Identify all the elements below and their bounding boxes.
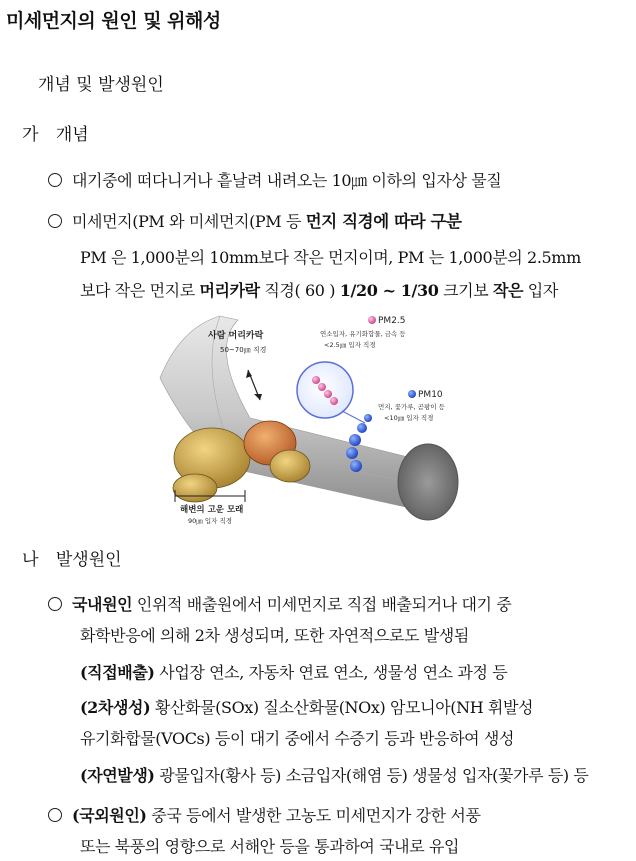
circle-bullet-icon xyxy=(48,214,62,228)
subsection-a-heading xyxy=(22,120,89,145)
secondary-generation-text: 황산화물(SOx) 질소산화물(NOx) 암모니아(NH 휘발성 xyxy=(150,698,534,717)
secondary-generation xyxy=(80,695,533,718)
pm10-size: <10㎛ 입자 직경 xyxy=(384,414,434,422)
subsection-b-title: 발생원인 xyxy=(55,550,122,570)
direct-emission-text: 사업장 연소, 자동차 연료 연소, 생물성 연소 과정 등 xyxy=(154,663,508,682)
pm25-label: PM2.5 xyxy=(378,316,406,326)
concept-bullet-1 xyxy=(48,168,501,191)
circle-bullet-icon xyxy=(48,173,62,187)
page-title: 미세먼지의 원인 및 위해성 xyxy=(6,10,221,32)
domestic-cause-bold: 국내원인 xyxy=(72,595,133,614)
concept-bullet-1-text: 대기중에 떠다니거나 흩날려 내려오는 10㎛ 이하의 입자상 물질 xyxy=(72,171,502,190)
domestic-cause xyxy=(48,592,511,615)
concept-line-4-mid2: 크기보 xyxy=(438,281,493,300)
particle-size-svg xyxy=(120,308,530,526)
concept-line-4-pre: 보다 작은 먼지로 xyxy=(80,281,200,300)
secondary-generation-bold: (2차생성) xyxy=(80,698,151,717)
subsection-a-title: 개념 xyxy=(55,125,89,145)
concept-line-4-bold3: 작은 xyxy=(492,281,524,300)
foreign-cause-bold: (국외원인) xyxy=(72,806,147,825)
natural-occurrence-bold: (자연발생) xyxy=(80,766,155,785)
concept-line-4 xyxy=(80,278,558,301)
circle-bullet-icon xyxy=(48,597,62,611)
particle-size-illustration xyxy=(120,308,530,526)
circle-bullet-icon xyxy=(48,808,62,822)
concept-line-4-bold1: 머리카락 xyxy=(199,281,260,300)
direct-emission xyxy=(80,660,507,683)
domestic-cause-text: 인위적 배출원에서 미세먼지로 직접 배출되거나 대기 중 xyxy=(132,595,512,614)
concept-line-4-end: 입자 xyxy=(523,281,558,300)
pm10-label: PM10 xyxy=(418,390,443,400)
domestic-cause-line-2: 화학반응에 의해 2차 생성되며, 또한 자연적으로도 발생됨 xyxy=(80,626,469,645)
concept-bullet-2-text: 미세먼지(PM 와 미세먼지(PM 등 xyxy=(72,212,306,231)
pm25-size: <2.5㎛ 입자 직경 xyxy=(324,341,376,349)
foreign-cause xyxy=(48,803,481,826)
sand-label: 해변의 고운 모래 xyxy=(180,505,244,515)
foreign-cause-line-2: 또는 북풍의 영향으로 서해안 등을 통과하여 국내로 유입 xyxy=(80,837,460,856)
secondary-generation-line-2: 유기화합물(VOCs) 등이 대기 중에서 수증기 등과 반응하여 생성 xyxy=(80,729,515,748)
direct-emission-bold: (직접배출) xyxy=(80,663,155,682)
concept-line-3: PM 은 1,000분의 10mm보다 작은 먼지이며, PM 는 1,000분의 2.5mm xyxy=(80,248,581,267)
concept-line-4-bold2: 1/20 ~ 1/30 xyxy=(339,281,439,300)
natural-occurrence xyxy=(80,763,588,786)
natural-occurrence-text: 광물입자(황사 등) 소금입자(해염 등) 생물성 입자(꽃가루 등) 등 xyxy=(154,766,589,785)
pm10-desc: 먼지, 꽃가루, 곰팡이 등 xyxy=(378,403,445,411)
hair-label: 사람 머리카락 xyxy=(208,331,264,341)
section-heading: 개념 및 발생원인 xyxy=(38,75,164,95)
hair-size-label: 50~70㎛ 직경 xyxy=(220,346,267,354)
subsection-b-heading xyxy=(22,545,122,570)
subsection-b-label: 나 xyxy=(22,550,39,570)
pm25-desc: 연소입자, 유기화합물, 금속 등 xyxy=(320,330,406,338)
subsection-a-label: 가 xyxy=(22,125,39,145)
sand-size: 90㎛ 입자 직경 xyxy=(188,517,233,525)
concept-line-4-mid: 직경( 60 ) xyxy=(259,281,340,300)
foreign-cause-text: 중국 등에서 발생한 고농도 미세먼지가 강한 서풍 xyxy=(146,806,481,825)
concept-bullet-2-bold: 먼지 직경에 따라 구분 xyxy=(305,212,462,231)
concept-bullet-2 xyxy=(48,208,462,232)
